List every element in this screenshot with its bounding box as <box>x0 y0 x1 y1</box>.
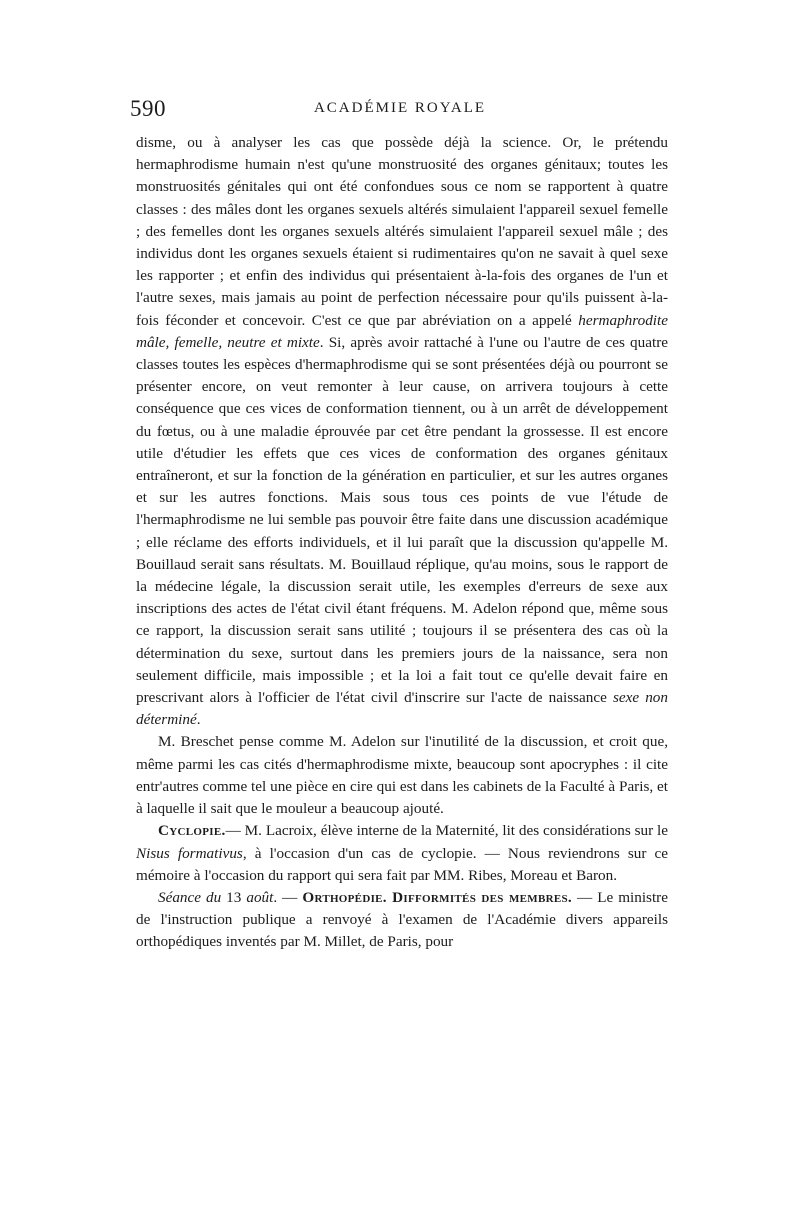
text-run: disme, ou à analyser les cas que possède déjà la science. Or, le prétendu hermaphrodisme humain n'est qu'une monstruosité des organes génitaux; toutes les monstruosités génitales qui ont été confondues sous ce nom se rapportent à quatre classes : des mâles dont les organes sexuels altérés simulaient l'appareil sexuel femelle ; des femelles dont les organes sexuels altérés simulaient l'appareil sexuel mâle ; des individus dont les organes sexuels étaient si rudimentaires qu'on ne savait à quel sexe les rapporter ; et enfin des individus qui présentaient à-la-fois des organes de l'un et l'autre sexes, mais jamais au point de perfection nécessaire pour qu'ils puissent à-la-fois féconder et concevoir. C'est ce que par abréviation on a appelé <box>136 134 668 329</box>
text-run: . Si, après avoir rattaché à l'une ou l'autre de ces quatre classes toutes les espèces d'hermaphrodisme qui se sont présentées déjà ou pourront se présenter encore, on veut remonter à leur cause, on arrivera toujours à cette conséquence que ces vices de conformation tiennent, ou à un arrêt de développement du fœtus, ou à une maladie éprouvée par cet être pendant la grossesse. Il est encore utile d'étudier les effets que ces vices de conformation des organes génitaux entraîneront, et sur la fonction de la génération en particulier, et sur les autres organes et sur les autres fonctions. Mais sous tous ces points de vue l'étude de l'hermaphrodisme ne lui semble pas pouvoir être faite dans une discussion académique ; elle réclame des efforts individuels, et il lui paraît que la discussion qu'appelle M. Bouillaud serait sans résultats. M. Bouillaud réplique, qu'au moins, sous le rapport de la médecine légale, la discussion serait utile, les exemples d'erreurs de sexe aux inscriptions des actes de l'état civil étant fréquens. M. Adelon répond que, même sous ce rapport, la discussion serait sans utilité ; toujours il se présentera des cas où la détermination du sexe, surtout dans les premiers jours de la naissance, sera non seulement difficile, mais impossible ; et la loi a fait tout ce qu'elle devait faire en prescrivant alors à l'officier de l'état civil d'inscrire sur l'acte de naissance <box>136 333 668 707</box>
text-run: — M. Lacroix, élève interne de la Maternité, lit des considérations sur le <box>225 822 668 840</box>
text-run: . — <box>273 888 303 906</box>
italic-run: Nisus formativus <box>136 844 243 862</box>
section-heading-cyclopie: Cyclopie. <box>158 822 226 840</box>
text-run: M. Breschet pense comme M. Adelon sur l'inutilité de la discussion, et croit que, même parmi les cas cités d'hermaphrodisme mixte, beaucoup sont apocryphes : il cite entr'autres comme tel une pièce en cire qui est dans les cabinets de la Faculté à Paris, et à laquelle il sait que le mouleur a beaucoup ajouté. <box>136 733 668 818</box>
italic-run: hermaphrodite mâle, femelle, neutre et mixte <box>136 311 668 351</box>
paragraph-hermaphrodism <box>136 132 668 731</box>
italic-run: sexe non déterminé <box>136 689 668 729</box>
text-run: , à l'occasion d'un cas de cyclopie. — Nous reviendrons sur ce mémoire à l'occasion du rapport qui sera fait par MM. Ribes, Moreau et Baron. <box>136 844 669 884</box>
text-run: — Le ministre de l'instruction publique a renvoyé à l'examen de l'Académie divers appareils orthopédiques inventés par M. Millet, de Paris, pour <box>136 888 668 951</box>
running-head <box>130 96 670 124</box>
running-title: ACADÉMIE ROYALE <box>313 100 487 116</box>
section-heading-orthopedie: Orthopédie. Difformités des membres. <box>302 888 573 906</box>
page-number: 590 <box>130 96 166 121</box>
text-run: 13 <box>221 888 247 906</box>
paragraph-breschet <box>136 731 668 820</box>
paragraph-seance <box>136 887 668 954</box>
italic-run: Séance du <box>158 888 222 906</box>
paragraph-cyclopie <box>136 820 668 887</box>
italic-run: août <box>246 888 274 906</box>
text-body <box>136 132 668 954</box>
text-run: . <box>196 711 201 729</box>
